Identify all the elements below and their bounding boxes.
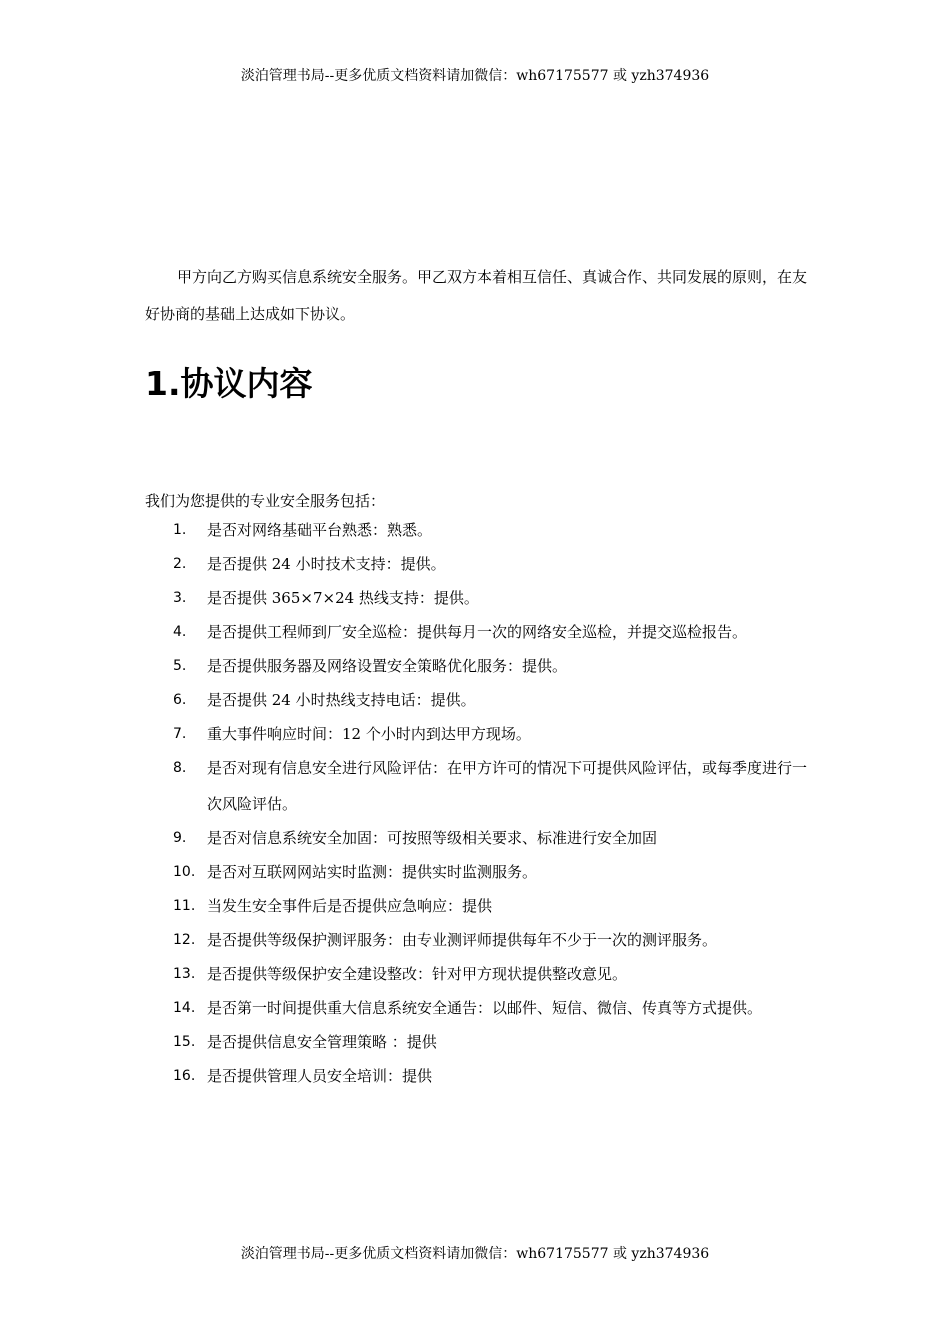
list-item <box>145 716 807 752</box>
intro-paragraph: 甲方向乙方购买信息系统安全服务。甲乙双方本着相互信任、真诚合作、共同发展的原则，在友好协商的基础上达成如下协议。 <box>145 268 808 323</box>
list-item <box>145 614 807 650</box>
list-item-text: 是否提供工程师到厂安全巡检：提供每月一次的网络安全巡检，并提交巡检报告。 <box>207 623 748 641</box>
list-item-number: 3. <box>173 590 187 606</box>
list-item-text: 当发生安全事件后是否提供应急响应：提供 <box>207 897 493 915</box>
list-item-text: 是否对网络基础平台熟悉：熟悉。 <box>207 521 433 539</box>
list-item <box>145 682 807 718</box>
list-item-number: 9. <box>173 830 187 846</box>
list-item-number: 2. <box>173 556 187 572</box>
list-item-text: 是否提供 365×7×24 热线支持：提供。 <box>207 589 479 607</box>
list-item <box>145 990 807 1026</box>
list-item <box>145 648 807 684</box>
list-item <box>145 888 807 924</box>
list-item-number: 1. <box>173 522 187 538</box>
list-item-number: 7. <box>173 726 187 742</box>
list-item-text: 是否提供管理人员安全培训：提供 <box>207 1067 433 1085</box>
page-header: 淡泊管理书局--更多优质文档资料请加微信：wh67175577 或 yzh374936 <box>240 68 710 84</box>
list-item-number: 13. <box>173 966 196 982</box>
intro-block <box>145 259 807 333</box>
list-item <box>145 854 807 890</box>
list-item <box>145 580 807 616</box>
list-item <box>145 1024 807 1060</box>
list-item-number: 15. <box>173 1034 196 1050</box>
list-item-number: 16. <box>173 1068 196 1084</box>
list-item <box>145 820 807 856</box>
list-item-text: 是否提供 24 小时技术支持：提供。 <box>207 555 446 573</box>
services-intro: 我们为您提供的专业安全服务包括： <box>145 492 386 510</box>
list-item-number: 8. <box>173 760 187 776</box>
list-item-text: 是否提供信息安全管理策略 ：提供 <box>207 1033 437 1051</box>
list-item-text: 是否第一时间提供重大信息系统安全通告：以邮件、短信、微信、传真等方式提供。 <box>207 999 763 1017</box>
list-item-text: 是否提供等级保护测评服务：由专业测评师提供每年不少于一次的测评服务。 <box>207 931 718 949</box>
list-item <box>145 1058 807 1094</box>
list-item-number: 12. <box>173 932 196 948</box>
list-item-text: 是否对现有信息安全进行风险评估：在甲方许可的情况下可提供风险评估，或每季度进行一次风险评估。 <box>207 759 808 813</box>
list-item-number: 6. <box>173 692 187 708</box>
list-item <box>145 956 807 992</box>
list-item-text: 重大事件响应时间：12 个小时内到达甲方现场。 <box>207 725 531 743</box>
list-item-number: 5. <box>173 658 187 674</box>
list-item-text: 是否提供服务器及网络设置安全策略优化服务：提供。 <box>207 657 568 675</box>
page-footer: 淡泊管理书局--更多优质文档资料请加微信：wh67175577 或 yzh374936 <box>240 1246 710 1262</box>
list-item-number: 10. <box>173 864 196 880</box>
list-item-text: 是否提供等级保护安全建设整改：针对甲方现状提供整改意见。 <box>207 965 628 983</box>
list-item-text: 是否对互联网网站实时监测：提供实时监测服务。 <box>207 863 538 881</box>
list-item <box>145 922 807 958</box>
list-item-number: 11. <box>173 898 196 914</box>
list-item-number: 4. <box>173 624 187 640</box>
list-item-number: 14. <box>173 1000 196 1016</box>
service-list <box>145 512 807 1092</box>
list-item <box>145 546 807 582</box>
list-item-text: 是否提供 24 小时热线支持电话：提供。 <box>207 691 476 709</box>
list-item <box>145 512 807 548</box>
section-heading: 1.协议内容 <box>145 364 313 403</box>
list-item <box>145 750 807 822</box>
list-item-text: 是否对信息系统安全加固：可按照等级相关要求、标准进行安全加固 <box>207 829 658 847</box>
